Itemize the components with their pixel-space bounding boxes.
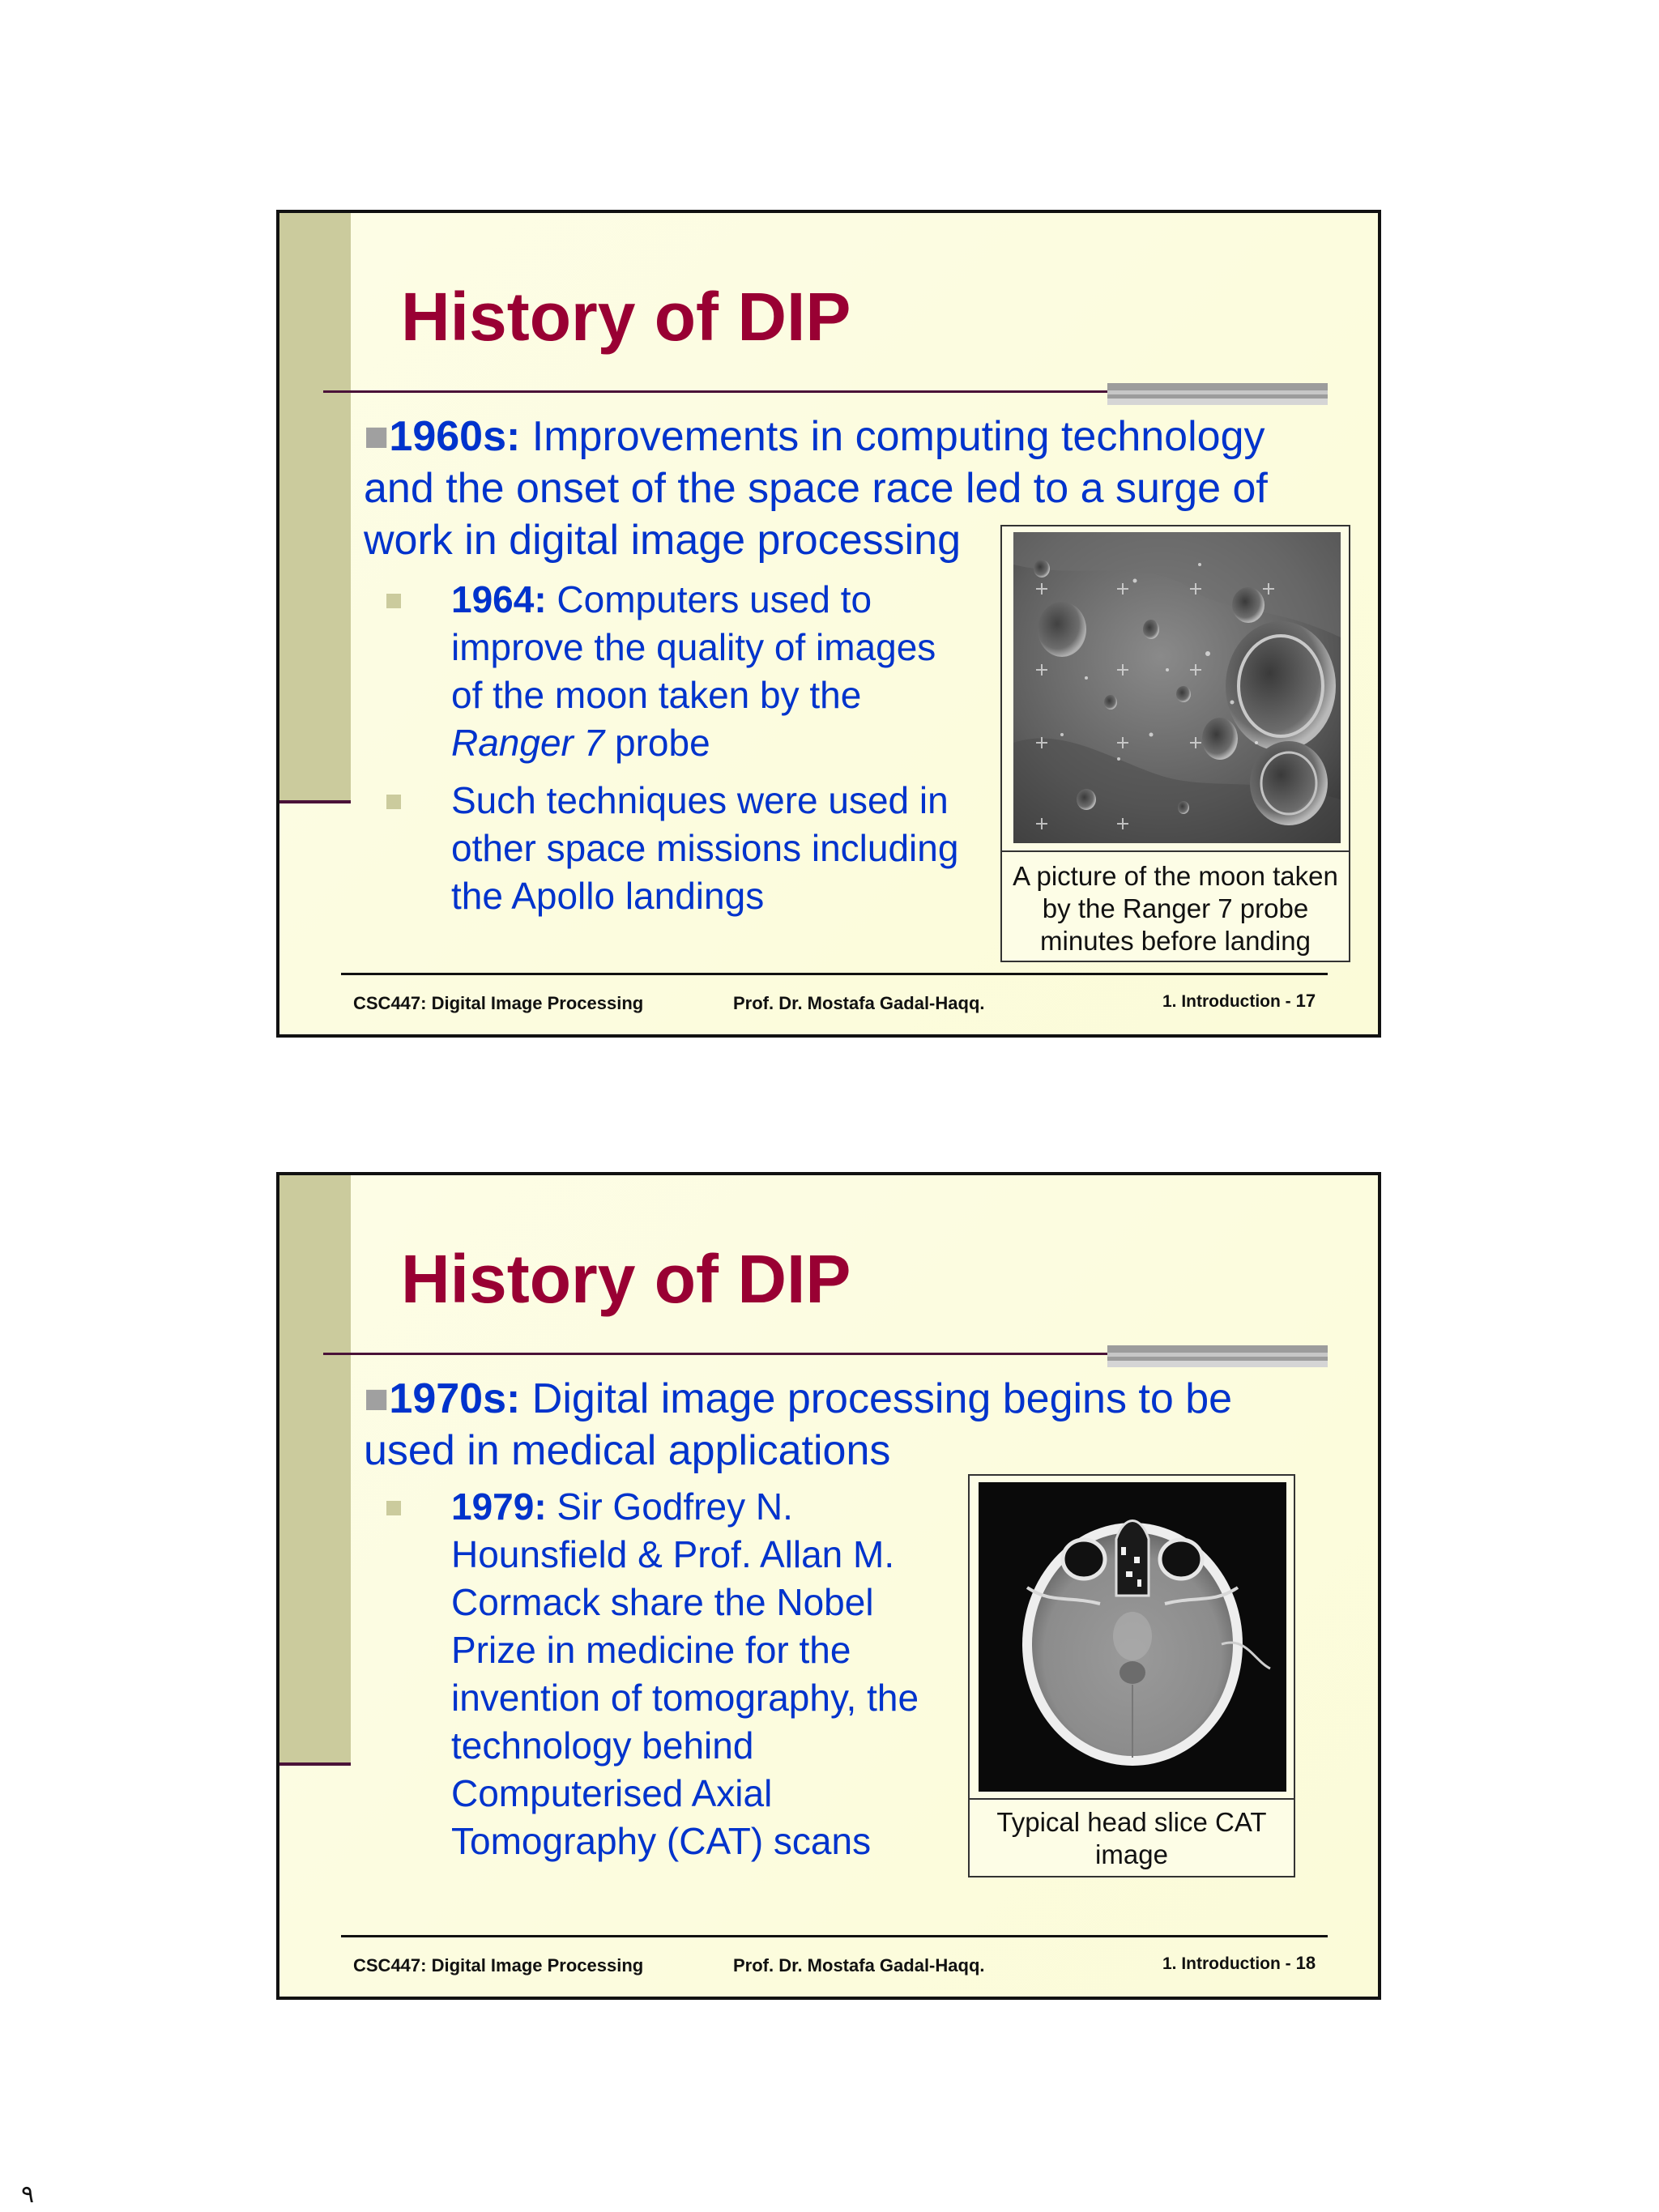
footer-section [1162, 1953, 1316, 1974]
footer-course: CSC447: Digital Image Processing [353, 993, 644, 1013]
sub-bullet-list [419, 576, 959, 930]
caption-divider [970, 1798, 1294, 1800]
sub-bullet-list [419, 1483, 921, 1875]
sidebar-divider [279, 800, 351, 803]
footer-divider [341, 1935, 1328, 1937]
sub-point-label: 1964: [451, 578, 547, 620]
slide-title: History of DIP [401, 279, 851, 355]
sub-point-text: Sir Godfrey N. Hounsfield & Prof. Allan M. Cormack share the Nobel Prize in medicine for the invention of tomography, the technology behind Computerised Axial Tomography (CAT) scans [451, 1485, 919, 1862]
sub-point-text-end: probe [604, 722, 710, 764]
moon-figure [1000, 525, 1350, 962]
title-accent-bar [1107, 383, 1328, 405]
square-bullet-icon [386, 795, 401, 809]
square-bullet-icon: ■ [364, 1375, 390, 1422]
main-point-text: Improvements in computing technology and the onset of the space race led to a surge of work in digital image processing [364, 413, 1268, 564]
main-point-text: Digital image processing begins to be used in medical applications [364, 1375, 1233, 1474]
figure-caption: A picture of the moon taken by the Ranger 7 probe minutes before landing [1013, 861, 1338, 956]
footer-divider [341, 973, 1328, 975]
cat-scan-figure [968, 1474, 1295, 1877]
footer-page-number: 17 [1295, 991, 1316, 1011]
slide-sidebar [279, 1175, 351, 1762]
main-point-label: 1960s: [389, 413, 521, 460]
caption-divider [1002, 850, 1349, 852]
sub-point-text: Computers used to improve the quality of images of the moon taken by the [451, 578, 936, 716]
title-accent-bar [1107, 1345, 1328, 1367]
sub-point-text: Such techniques were used in other space missions including the Apollo landings [451, 779, 959, 917]
slide-title: History of DIP [401, 1241, 851, 1317]
sub-point-emphasis: Ranger 7 [451, 722, 605, 764]
main-bullet-point [364, 1373, 1255, 1477]
footer-section-label: 1. Introduction - [1162, 1954, 1291, 1973]
sub-bullet-item [419, 576, 953, 767]
figure-caption: Typical head slice CAT image [996, 1807, 1267, 1869]
square-bullet-icon [386, 1501, 401, 1515]
main-point-label: 1970s: [389, 1375, 521, 1422]
footer-page-number: 18 [1295, 1953, 1316, 1973]
slide-17 [276, 210, 1381, 1038]
footer-author: Prof. Dr. Mostafa Gadal-Haqq. [733, 993, 985, 1013]
slide-18 [276, 1172, 1381, 2000]
sub-bullet-item [419, 1483, 921, 1865]
footer-author: Prof. Dr. Mostafa Gadal-Haqq. [733, 1955, 985, 1975]
moon-image [1013, 532, 1341, 843]
footer-course: CSC447: Digital Image Processing [353, 1955, 644, 1975]
square-bullet-icon [386, 594, 401, 608]
footer-section-label: 1. Introduction - [1162, 992, 1291, 1011]
sidebar-divider [279, 1762, 351, 1766]
cat-scan-image [979, 1482, 1286, 1792]
slide-sidebar [279, 213, 351, 800]
page-number: ٩ [21, 2180, 35, 2209]
sub-point-label: 1979: [451, 1485, 547, 1528]
footer-section [1162, 991, 1316, 1012]
sub-bullet-item [419, 777, 970, 920]
square-bullet-icon: ■ [364, 413, 390, 460]
